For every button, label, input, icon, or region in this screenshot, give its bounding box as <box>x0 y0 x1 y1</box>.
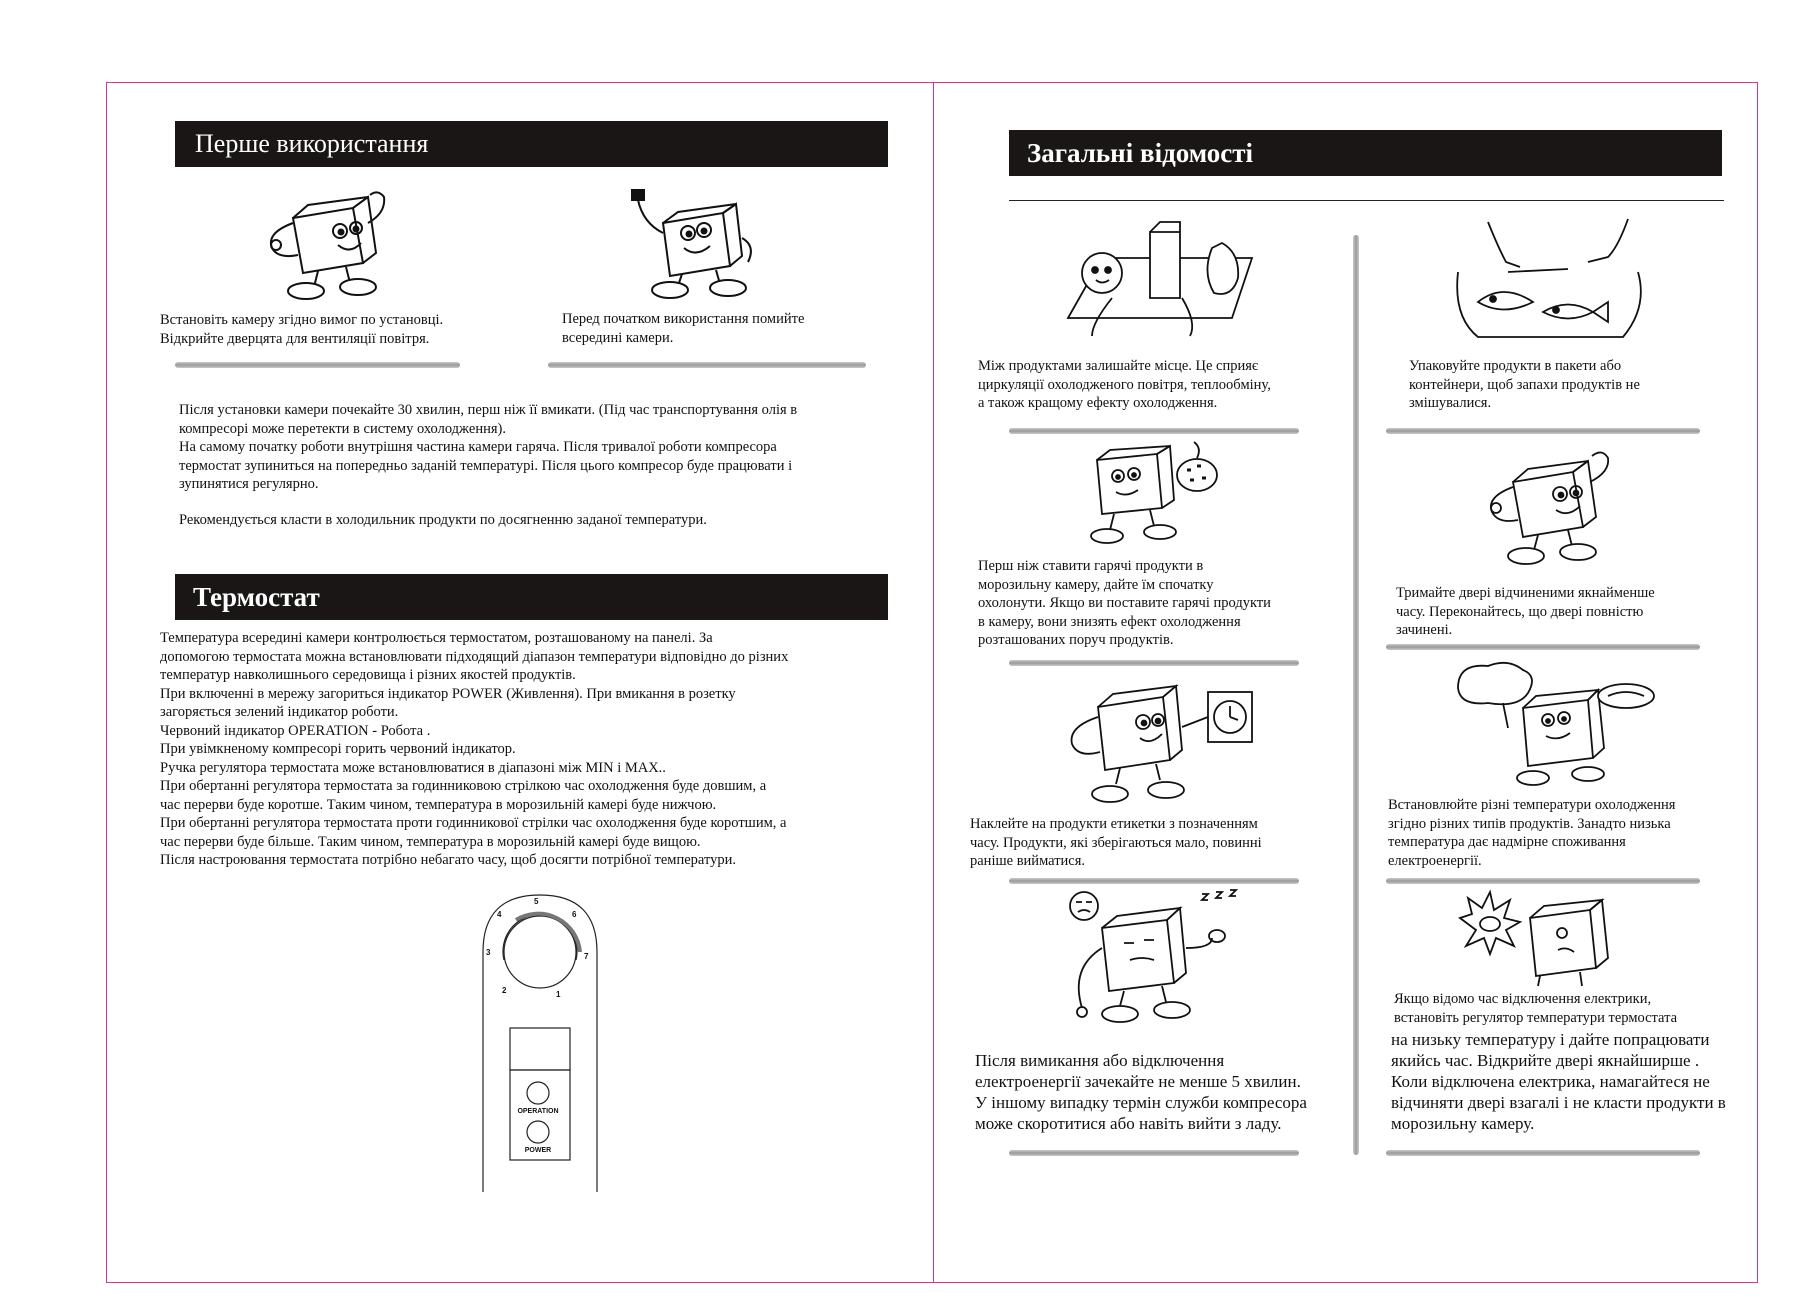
tip-labels-text: Наклейте на продукти етикетки з позначенням часу. Продукти, які зберігаються мало, повинні раніше вийматися. <box>970 816 1262 869</box>
thermostat-body: Температура всередині камери контролюється термостатом, розташованому на панелі. За допомогою термостата можна встановлювати підходящий діапазон температури відповідно до різних температур навколишнього середовища і різних якостей продуктів. При включенні в мережу загориться індикатор POWER (Живлення). При вмикання в розетку загоряється зелений індикатор роботи. Червоний індикатор OPERATION - Робота . При увімкненому компресорі горить червоний індикатор. Ручка регулятора термостата може встановлюватися в діапазоні між MIN і MAX.. При обертанні регулятора термостата за годинниковою стрілкою час охолодження буде довшим, а час перерви буде коротше. Таким чином, температура в морозильній камері буде нижчою. При обертанні регулятора термостата проти годинникової стрілки час охолодження буде коротшим, а час перерви буде більше. Таким чином, температура в морозильній камері буде вищою. Після настроювання термостата потрібно небагато часу, щоб досягти потрібної температури. <box>160 630 789 868</box>
first-use-paragraph-1: Після установки камери почекайте 30 хвилин, перш ніж її вмикати. (Під час транспортування олія в компресорі може перетекти в систему охолодження). На самому початку роботи внутрішня частина камери гаряча. Після тривалої роботи компресора термостат зупиниться на попередньо заданій температурі. Після цього компресор буде працювати і зупинятися регулярно. <box>179 402 798 492</box>
divider-bar <box>1009 878 1299 884</box>
general-title: Загальні відомості <box>1027 137 1253 168</box>
section-header-first-use <box>175 121 888 167</box>
caption-install: Встановіть камеру згідно вимог по установці. Відкрийте дверцята для вентиляції повітря. <box>160 312 444 347</box>
thermostat-panel-diagram <box>480 892 600 1194</box>
tip-wrapping-text: Упаковуйте продукти в пакети або контейнери, щоб запахи продуктів не змішувалися. <box>1409 358 1640 411</box>
thermostat-title: Термостат <box>193 581 320 612</box>
first-use-paragraph-2: Рекомендується класти в холодильник продукти по досягненню заданої температури. <box>179 512 707 528</box>
fridge-hot-food-illustration <box>1062 440 1232 550</box>
divider-bar <box>1009 428 1299 434</box>
header-underline <box>1009 200 1724 201</box>
column-divider <box>1353 235 1359 1155</box>
tip-wait-text: Після вимикання або відключення електроенергії зачекайте не менше 5 хвилин. У іншому випадку термін служби компресора може скоротитися або навіть вийти з ладу. <box>975 1051 1307 1133</box>
tip-temperatures-text: Встановлюйте різні температури охолодження згідно різних типів продуктів. Занадто низька температура дає надмірне споживання електроенергії. <box>1388 797 1676 869</box>
tip-hot-food-text: Перш ніж ставити гарячі продукти в морозильну камеру, дайте їм спочатку охолонути. Якщо ви поставите гарячі продукти в камеру, вони знизять ефект охолодження розташованих поруч продуктів. <box>978 558 1271 648</box>
tip-door-text: Тримайте двері відчиненими якнайменше часу. Переконайтесь, що двері повністю зачинені. <box>1396 585 1655 638</box>
tip-outage-text: на низьку температуру і дайте попрацювати якийсь час. Відкрийте двері якнайширше . Коли відключена електрика, намагайтеся не відчиняти двері взагалі і не класти продукти в морозильну камеру. <box>1391 1030 1726 1133</box>
divider-bar <box>1386 878 1700 884</box>
fridge-thinking-illustration <box>1448 658 1663 790</box>
divider-bar <box>1386 428 1700 434</box>
operation-indicator-label: OPERATION <box>517 1108 559 1115</box>
dial-number: 5 <box>534 897 539 906</box>
divider-bar <box>1386 644 1700 650</box>
divider-bar <box>1009 660 1299 666</box>
divider-bar <box>1386 1150 1700 1156</box>
divider-bar <box>548 362 866 368</box>
food-items-spacing-illustration <box>1062 218 1258 338</box>
dial-number: 1 <box>556 990 561 999</box>
wrapping-food-illustration <box>1448 217 1648 345</box>
page-fold-line <box>933 82 934 1283</box>
fridge-unplugged-illustration <box>1062 888 1257 1026</box>
tip-outage-intro: Якщо відомо час відключення електрики, встановіть регулятор температури термостата <box>1394 991 1678 1026</box>
fridge-character-open-door-illustration <box>258 183 398 303</box>
section-header-thermostat <box>175 574 888 620</box>
dial-number: 6 <box>572 910 577 919</box>
dial-number: 3 <box>486 948 491 957</box>
divider-bar <box>175 362 460 368</box>
fridge-clock-illustration <box>1058 672 1263 812</box>
tip-spacing-text: Між продуктами залишайте місце. Це сприяє циркуляції охолодженого повітря, теплообміну, а також кращому ефекту охолодження. <box>978 358 1271 411</box>
dial-number: 7 <box>584 952 589 961</box>
dial-number: 2 <box>502 986 507 995</box>
section-header-general <box>1009 130 1722 176</box>
fridge-character-brush-illustration <box>618 188 768 300</box>
fridge-door-open-illustration <box>1478 442 1628 567</box>
divider-bar <box>1009 1150 1299 1156</box>
fridge-power-outage-illustration <box>1450 888 1630 988</box>
first-use-title: Перше використання <box>195 129 429 158</box>
dial-number: 4 <box>497 910 502 919</box>
caption-wash: Перед початком використання помийте всередині камери. <box>562 311 805 346</box>
power-indicator-label: POWER <box>524 1147 552 1154</box>
